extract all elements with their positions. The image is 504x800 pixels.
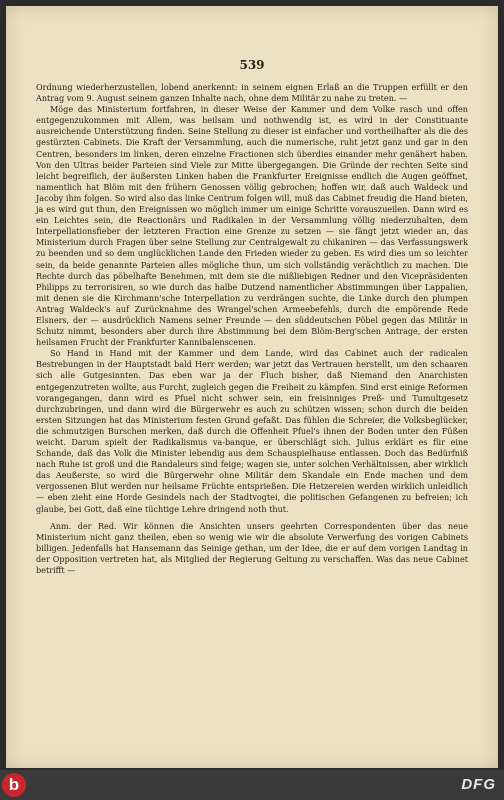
page-number: 539 [239,58,265,72]
paragraph-3: So Hand in Hand mit der Kammer und dem Lande, wird das Cabinet auch der radicalen Bestrebungen in der Hauptstadt bald Herr werden; war jetzt das Vertrauen herstellt, um den schaaren sich alle Gutgesinnten. Das eben war ja der Fluch bisher, daß Niemand den Anarchisten entgegenzutreten wollte, aus Furcht, zugleich gegen die Freiheit zu kämpfen. Sind erst einige Reformen vorangegangen, dann wird es Pfuel nicht schwer sein, ein freisinniges Preß- und Tumultgesetz durchzubringen, und dann wird die Bürgerwehr es auch zu schützen wissen; schon durch die beiden ersten Sitzungen hat das Ministerium festen Grund gefaßt. Das fühlen die Schreier, die Volksbeglücker, die schmutzigen Burschen merken, daß durch die Offenheit Pfuel's ihnen der Boden unter den Füßen weicht. Darum spielt der Radikalismus va-banque, er überschlägt sich. Julius erklärt es für eine Schande, daß das Volk die Minister lebendig aus dem Schauspielhause entlassen. Doch das Bedürfniß nach Ruhe ist groß und die Randaleurs sind feige; wagen sie, unter solchen Verhältnissen, aber wirklich das Aeußerste, so wird die Bürgerwehr ohne Militär dem Skandale ein Ende machen und dem vergossenen Blut werden nur heilsame Früchte entsprießen. Die Hetzereien werden wirklich unleidlich — eben zieht eine Horde Gesindels nach der Stadtvogtei, die politischen Gefangenen zu befreien; ich glaube, bei Gott, daß eine tüchtige Lehre dringend noth thut. [36,348,468,514]
paragraph-2: Möge das Ministerium fortfahren, in dieser Weise der Kammer und dem Volke rasch und offen entgegenzukommen mit Allem, was heilsam und nothwendig ist, es wird in der Constituante ausreichende Unterstützung finden. Seine Stellung zu dieser ist einfacher und vortheilhafter als die des gestürzten Cabinets. Die Kraft der Versammlung, auch die numerische, ruht jetzt ganz und gar in den Centren, besonders im linken, deren einzelne Fractionen sich überdies einander mehr genähert haben. Von den Ultras beider Parteien sind Viele zur Mitte übergegangen. Die Gründe der rechten Seite sind leicht begreiflich, der äußersten Linken haben die Frankfurter Ereignisse endlich die Augen geöffnet, namentlich hat Blöm mit den frühern Genossen völlig gebrochen; hoffen wir, daß auch Waldeck und Jacoby ihm folgen. So wird also das linke Centrum folgen will, muß das Cabinet freudig die Hand bieten, ja es wird gut thun, den Ereignissen wo möglich immer um einige Schritte vorauszueilen. Dann wird es ein Leichtes sein, die Reactionärs und Radikalen in der Versammlung völlig niederzuhalten, dem Interpellationsfieber der letzteren Fraction eine Grenze zu setzen — sie fängt jetzt wieder an, das Ministerium durch Fragen über seine Stellung zur Centralgewalt zu chikaniren — das Verfassungswerk zu beenden und so dem unglücklichen Lande den Frieden wieder zu geben. Es wird dies um so leichter sein, da beide genannte Parteien alles mögliche thun, um sich vollständig verächtlich zu machen. Die Rechte durch das pöbelhafte Benehmen, mit dem sie die mißliebigen Redner und den Vicepräsidenten Philipps zu terrorisiren, so wie durch das halbe Dutzend namentlicher Abstimmungen über Lappalien, mit denen sie die Kirchmann'sche Interpellation zu verdrängen suchte, die Linke durch den plumpen Antrag Waldeck's auf Zurücknahme des Wrangel'schen Armeebefehls, durch die empörende Rede Elsners, der — ausdrücklich Namens seiner Freunde — den süddeutschen Pöbel gegen das Militär in Schutz nimmt, besonders aber durch ihre Abstimmung bei dem Blöm-Berg'schen Antrage, der ersten heilsamen Frucht der Frankfurter Kannibalenscenen. [36,104,468,348]
b-logo-icon[interactable]: b [2,773,26,797]
dfg-logo[interactable]: DFG [461,776,496,793]
editor-note: Anm. der Red. Wir können die Ansichten unsers geehrten Correspondenten über das neue Ministerium nicht ganz theilen, eben so wenig wie wir die absolute Verwerfung des vorigen Cabinets billigen. Jedenfalls hat Hansemann das Seinige gethan, um der Idee, die er auf dem vorigen Landtag in der Opposition vertreten hat, als Mitglied der Regierung Geltung zu verschaffen. Was das neue Cabinet betrifft — [36,520,468,576]
paragraph-1: Ordnung wiederherzustellen, lobend anerkennt: in seinem eignen Erlaß an die Truppen erfüllt er den Antrag vom 9. August seinem ganzen Inhalte nach, ohne dem Militär zu nahe zu treten. — [36,82,468,104]
document-page [6,6,498,768]
viewer-footer-bar [0,770,504,800]
body-text [36,82,468,576]
